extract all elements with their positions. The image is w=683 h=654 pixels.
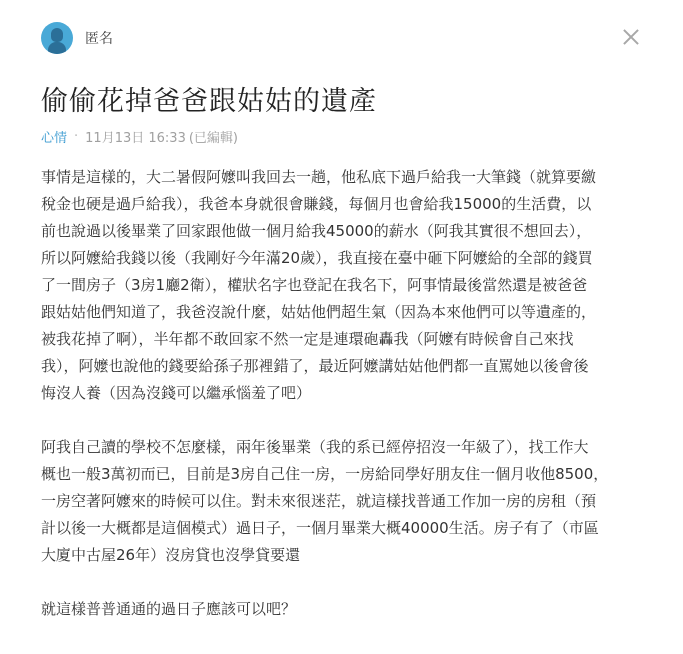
avatar[interactable] (41, 22, 73, 54)
avatar-head-shape (51, 28, 63, 42)
post-timestamp: 11月13日 16:33 (85, 131, 186, 146)
board-link[interactable]: 心情 (41, 131, 68, 146)
avatar-body-shape (48, 42, 66, 54)
content-paragraph-3: 就這樣普普通通的過日子應該可以吧？ (41, 600, 297, 618)
post-content (41, 164, 646, 623)
post-meta (41, 127, 238, 146)
author-row (41, 22, 113, 54)
meta-separator: · (74, 129, 79, 144)
close-icon[interactable] (620, 26, 642, 48)
content-paragraph-1: 事情是這樣的，大二暑假阿嬤叫我回去一趟，他私底下過戶給我一大筆錢（就算要繳 稅金也硬是過戶給我），我爸本身就很會賺錢，每個月也會給我15000的生活費，以 前也說過以後畢業了回家跟他做一個月給我45000的薪水（阿我其實很不想回去）， 所以阿嬤給我錢以後（我剛好今年滿20歲），我直接在臺中砸下阿嬤給的全部的錢買 了一間房子（3房1廳2衛），權狀名字也登記在我名下，阿事情最後當然還是被爸爸 跟姑姑他們知道了，我爸沒說什麼，姑姑他們超生氣（因為本來他們可以等遺產的， 被我花掉了啊），半年都不敢回家不然一定是連環砲轟我（阿嬤有時候會自己來找 我），阿嬤也說他的錢要給孫子那裡錯了，最近阿嬤講姑姑他們都一直罵她以後會後 悔沒人養（因為沒錢可以繼承惱羞了吧） (41, 168, 597, 402)
edited-label: (已編輯) (188, 131, 238, 146)
post-title: 偷偷花掉爸爸跟姑姑的遺產 (41, 86, 377, 117)
content-paragraph-2: 阿我自己讀的學校不怎麼樣，兩年後畢業（我的系已經停招沒一年級了），找工作大 概也一般3萬初而已，目前是3房自己住一房，一房給同學好朋友住一個月收他8500， 一房空著阿嬤來的時候可以住。對未來很迷茫，就這樣找普通工作加一房的房租（預 計以後一大概都是這個模式）過日子，一個月畢業大概40000生活。房子有了（市區 大廈中古屋26年）沒房貸也沒學貸要還 (41, 438, 609, 564)
author-name[interactable]: 匿名 (85, 31, 113, 47)
